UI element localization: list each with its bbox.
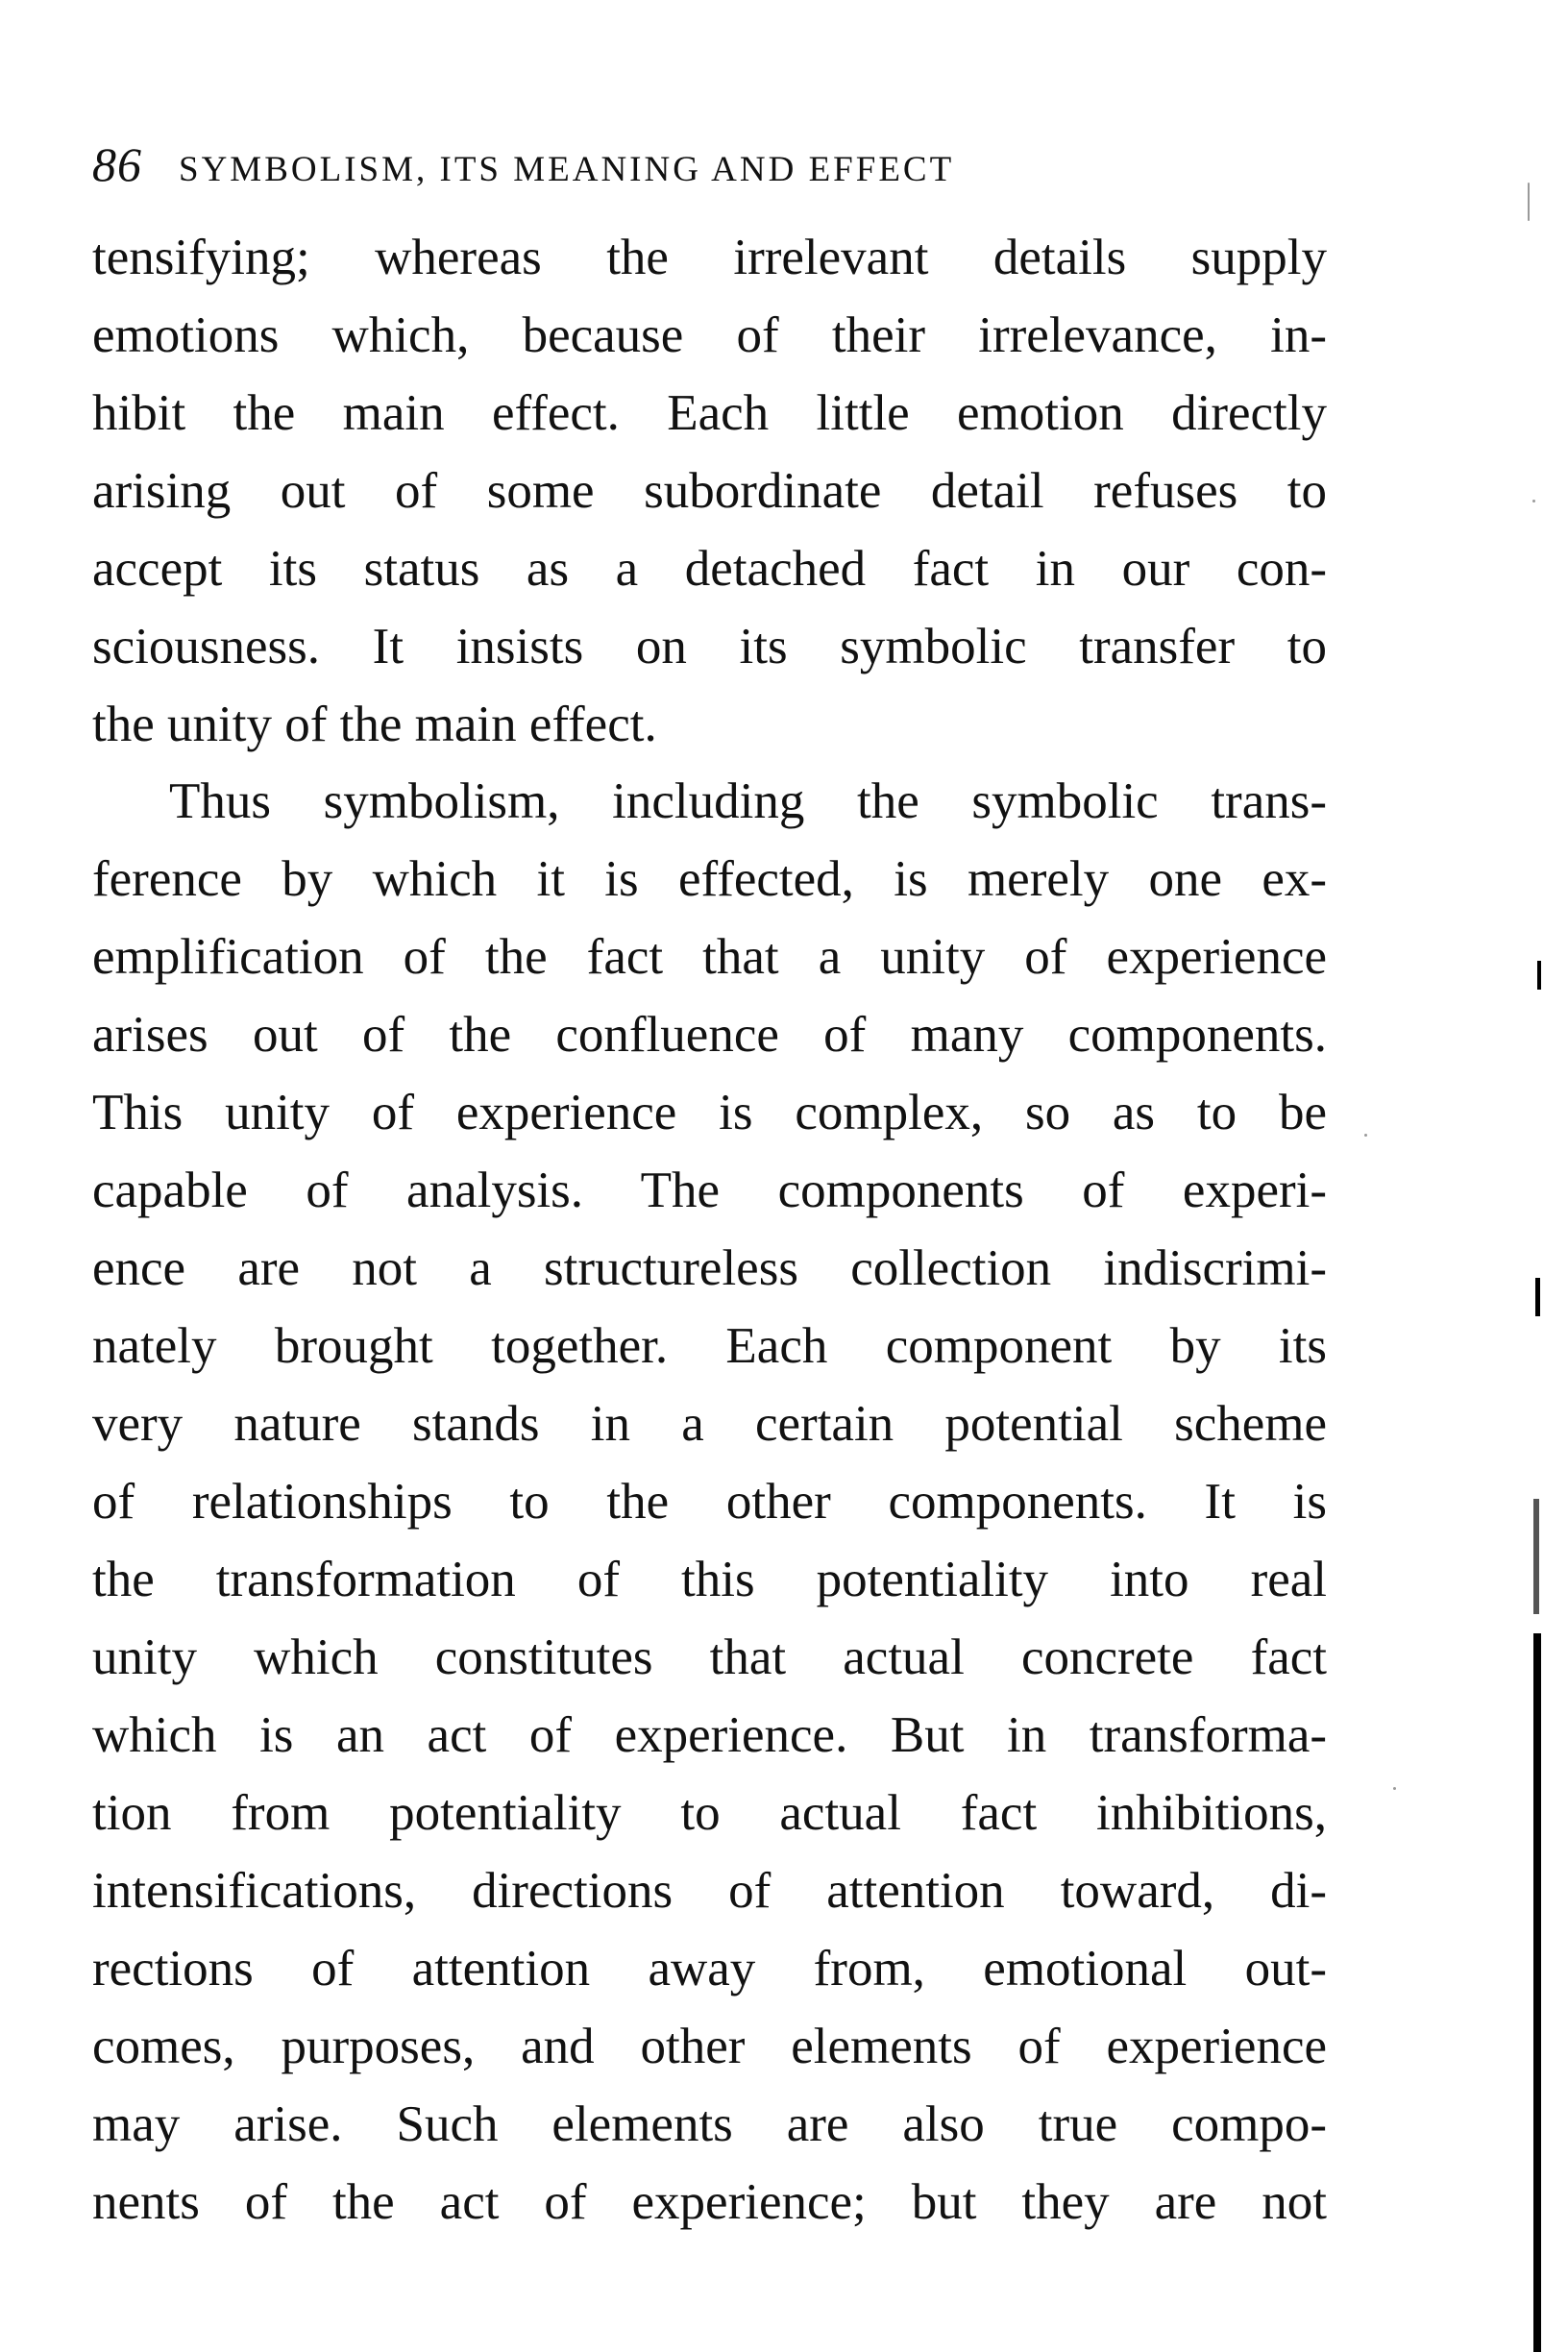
text-line: which is an act of experience. But in transforma- [92,1707,1327,1763]
scan-speck [1532,500,1535,502]
text-line: ference by which it is effected, is merely one ex- [92,851,1327,907]
text-line: may arise. Such elements are also true compo- [92,2096,1327,2152]
scan-edge-mark [1533,1633,1541,2352]
paragraph-first-line: Thus symbolism, including the symbolic trans- [169,773,1327,829]
text-line: arises out of the confluence of many components. [92,1007,1327,1063]
text-line: arising out of some subordinate detail refuses to [92,463,1327,519]
text-line: emplification of the fact that a unity of experience [92,929,1327,985]
text-line: of relationships to the other components. It is [92,1474,1327,1530]
page-number: 86 [92,137,142,191]
scan-edge-mark [1533,1499,1539,1614]
scan-speck [1393,1787,1396,1790]
text-line: sciousness. It insists on its symbolic transfer to [92,619,1327,674]
text-line: the unity of the main effect. [92,697,657,752]
scan-speck [1528,183,1530,221]
scan-edge-mark [1535,1278,1540,1316]
text-line: emotions which, because of their irrelevance, in- [92,307,1327,363]
scan-speck [1364,1134,1367,1137]
text-line: intensifications, directions of attention toward, di- [92,1863,1327,1919]
text-line: nately brought together. Each component by its [92,1318,1327,1374]
text-line: tensifying; whereas the irrelevant details supply [92,230,1327,285]
running-head [92,136,1293,194]
text-line: comes, purposes, and other elements of experience [92,2019,1327,2074]
text-line: accept its status as a detached fact in our con- [92,541,1327,597]
text-line: tion from potentiality to actual fact inhibitions, [92,1785,1327,1841]
text-line: hibit the main effect. Each little emotion directly [92,385,1327,441]
scan-edge-mark [1537,961,1541,990]
text-line: ence are not a structureless collection indiscrimi- [92,1240,1327,1296]
text-line: capable of analysis. The components of experi- [92,1163,1327,1218]
text-line: very nature stands in a certain potential scheme [92,1396,1327,1452]
text-line: the transformation of this potentiality into real [92,1552,1327,1607]
running-title: SYMBOLISM, ITS MEANING AND EFFECT [179,150,955,189]
text-line: rections of attention away from, emotional out- [92,1941,1327,1997]
text-line: This unity of experience is complex, so as to be [92,1085,1327,1140]
text-line: unity which constitutes that actual concrete fact [92,1629,1327,1685]
text-line: nents of the act of experience; but they are not [92,2174,1327,2230]
